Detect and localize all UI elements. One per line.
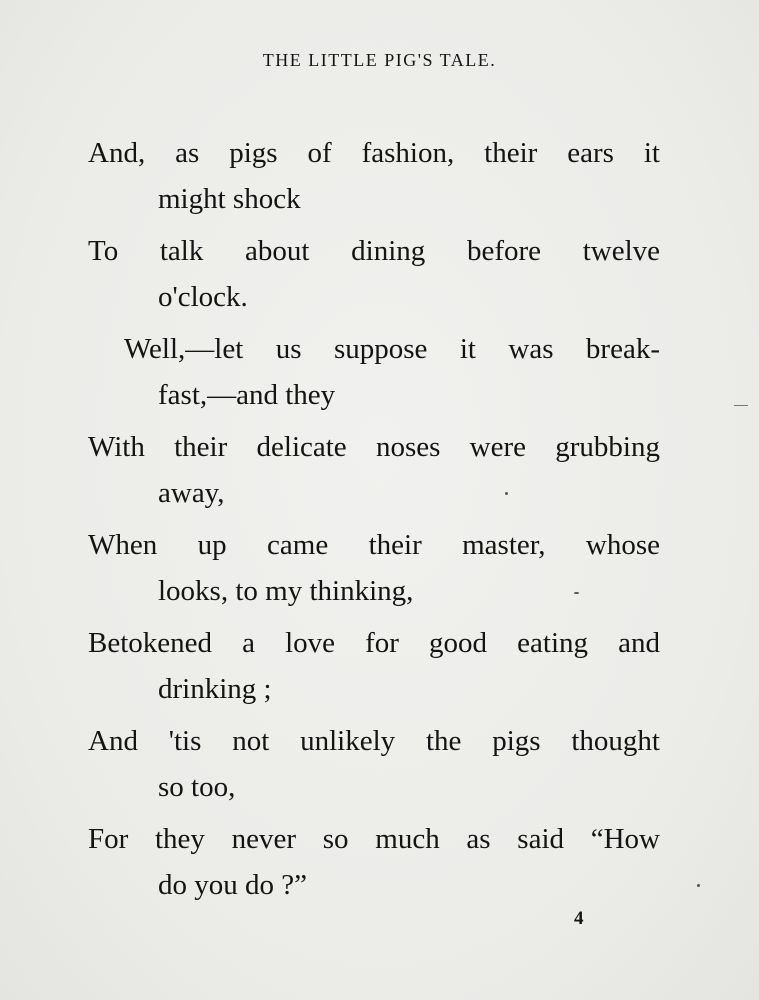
verse-line: With their delicate noses were grubbing — [88, 431, 660, 463]
verse-line: And, as pigs of fashion, their ears it — [88, 137, 660, 169]
page-number: 4 — [574, 908, 584, 929]
verse-line: When up came their master, whose — [88, 529, 660, 561]
verse-line-continuation: away, — [158, 477, 225, 509]
verse-2 — [88, 228, 660, 320]
print-speck — [574, 592, 579, 594]
verse-line-continuation: so too, — [158, 771, 236, 803]
verse-line-continuation: drinking ; — [158, 673, 272, 705]
print-speck — [697, 884, 700, 887]
verse-5 — [88, 522, 660, 614]
verse-6 — [88, 620, 660, 712]
verse-3 — [88, 326, 660, 418]
verse-line: Betokened a love for good eating and — [88, 627, 660, 659]
margin-mark — [734, 405, 748, 406]
verse-line: To talk about dining before twelve — [88, 235, 660, 267]
verse-1 — [88, 130, 660, 222]
verse-line-continuation: might shock — [158, 183, 301, 215]
verse-line: Well,—let us suppose it was break- — [124, 333, 660, 365]
running-head: THE LITTLE PIG'S TALE. — [262, 50, 497, 70]
verse-line-continuation: do you do ?” — [158, 869, 307, 901]
verse-4 — [88, 424, 660, 516]
verse-line-continuation: looks, to my thinking, — [158, 575, 414, 607]
verse-line-continuation: fast,—and they — [158, 379, 336, 411]
verse-line: And 'tis not unlikely the pigs thought — [88, 725, 660, 757]
verse-line-continuation: o'clock. — [158, 281, 248, 313]
verse-7 — [88, 718, 660, 810]
verse-line: For they never so much as said “How — [88, 823, 660, 855]
verse-8 — [88, 816, 660, 908]
print-speck — [505, 492, 508, 495]
